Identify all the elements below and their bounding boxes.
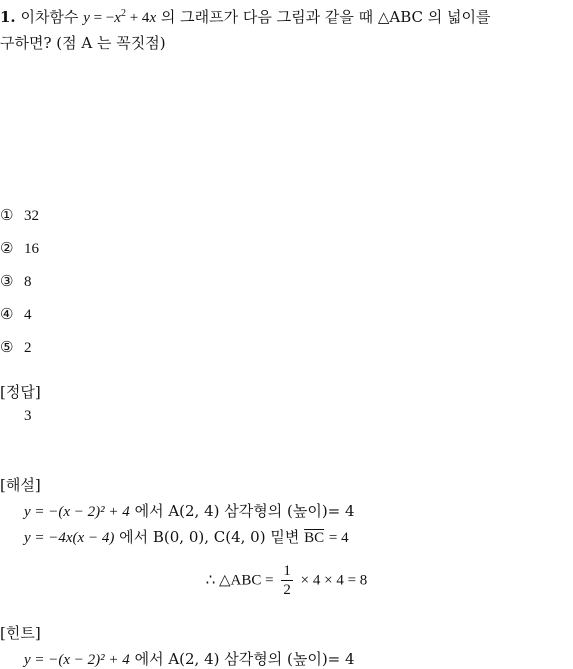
hint-line-math: y = −(x − 2)² + 4 <box>24 652 130 668</box>
answer-value: 3 <box>24 408 32 424</box>
choice-3[interactable] <box>0 272 32 291</box>
question-line-1 <box>0 6 491 27</box>
explanation-label: [해설] <box>0 476 41 494</box>
choice-5[interactable] <box>0 338 32 357</box>
choice-value: 16 <box>24 241 39 257</box>
fraction-one-half <box>281 562 293 599</box>
question-line-2: 구하면? (점 A 는 꼭짓점) <box>0 34 166 52</box>
choice-mark: ① <box>0 206 14 224</box>
final-suffix: × 4 × 4 = 8 <box>300 572 368 589</box>
hint-label: [힌트] <box>0 624 41 642</box>
choice-4[interactable] <box>0 305 32 324</box>
figure-area <box>0 60 573 190</box>
explanation-line-2-text: 에서 B(0, 0), C(4, 0) 밑변 <box>119 528 300 546</box>
choice-mark: ③ <box>0 272 14 290</box>
question-function: $y = -x^2 + 4x$ <box>83 8 157 26</box>
choice-mark: ② <box>0 239 14 257</box>
explanation-line-2 <box>24 526 349 547</box>
answer-label: [정답] <box>0 383 41 401</box>
fraction-numerator: 1 <box>283 563 291 579</box>
choice-value: 32 <box>24 208 39 224</box>
segment-bc: $\overline{BC}$ <box>304 530 325 546</box>
choice-value: 2 <box>24 340 32 356</box>
explanation-final <box>0 562 573 599</box>
explanation-line-1-math: y = −(x − 2)² + 4 <box>24 504 130 520</box>
hint-line <box>24 648 355 669</box>
choice-2[interactable] <box>0 239 39 258</box>
choice-mark: ④ <box>0 305 14 323</box>
explanation-line-2-math: y = −4x(x − 4) <box>24 530 115 546</box>
question-number: 1. <box>0 8 16 26</box>
explanation-line-1-text: 에서 A(2, 4) 삼각형의 (높이)= 4 <box>134 502 355 520</box>
question-text-suffix: 의 그래프가 다음 그림과 같을 때 △ABC 의 넓이를 <box>160 8 491 26</box>
choice-mark: ⑤ <box>0 338 14 356</box>
choice-value: 8 <box>24 274 32 290</box>
fraction-denominator: 2 <box>283 582 291 598</box>
choice-value: 4 <box>24 307 32 323</box>
question-text-prefix: 이차함수 <box>20 8 79 26</box>
explanation-line-1 <box>24 500 355 521</box>
final-prefix: ∴ △ABC = <box>205 572 274 589</box>
explanation-line-2-end: = 4 <box>328 530 349 546</box>
choice-1[interactable] <box>0 206 39 225</box>
hint-line-text: 에서 A(2, 4) 삼각형의 (높이)= 4 <box>134 650 355 668</box>
